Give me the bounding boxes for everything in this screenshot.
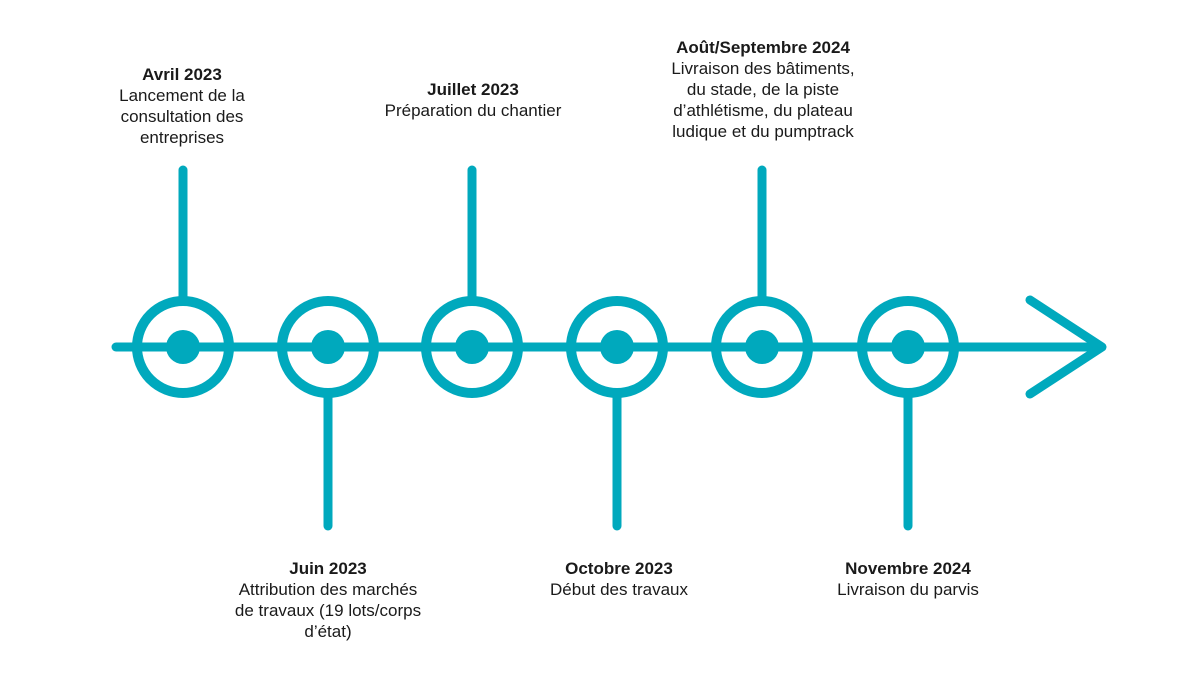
event-date: Novembre 2024 — [845, 559, 971, 578]
event-label-0 — [82, 64, 282, 148]
event-label-4 — [628, 37, 898, 142]
event-dot — [745, 330, 779, 364]
event-date: Juillet 2023 — [427, 80, 519, 99]
event-label-5 — [788, 558, 1028, 600]
event-description: Début des travaux — [550, 580, 688, 599]
event-description: Attribution des marchés de travaux (19 lots/corps d’état) — [234, 580, 422, 641]
event-label-2 — [353, 79, 593, 121]
event-dot — [455, 330, 489, 364]
event-date: Août/Septembre 2024 — [676, 38, 850, 57]
event-label-1 — [203, 558, 453, 642]
event-dot — [166, 330, 200, 364]
event-label-3 — [499, 558, 739, 600]
event-date: Octobre 2023 — [565, 559, 673, 578]
event-date: Avril 2023 — [142, 65, 222, 84]
event-description: Livraison des bâtiments, du stade, de la piste d’athlétisme, du plateau ludique et du pumptrack — [671, 59, 855, 141]
event-dot — [311, 330, 345, 364]
event-description: Lancement de la consultation des entreprises — [119, 86, 245, 147]
event-date: Juin 2023 — [289, 559, 367, 578]
event-dot — [600, 330, 634, 364]
event-description: Préparation du chantier — [384, 101, 562, 120]
event-dot — [891, 330, 925, 364]
event-description: Livraison du parvis — [837, 580, 979, 599]
